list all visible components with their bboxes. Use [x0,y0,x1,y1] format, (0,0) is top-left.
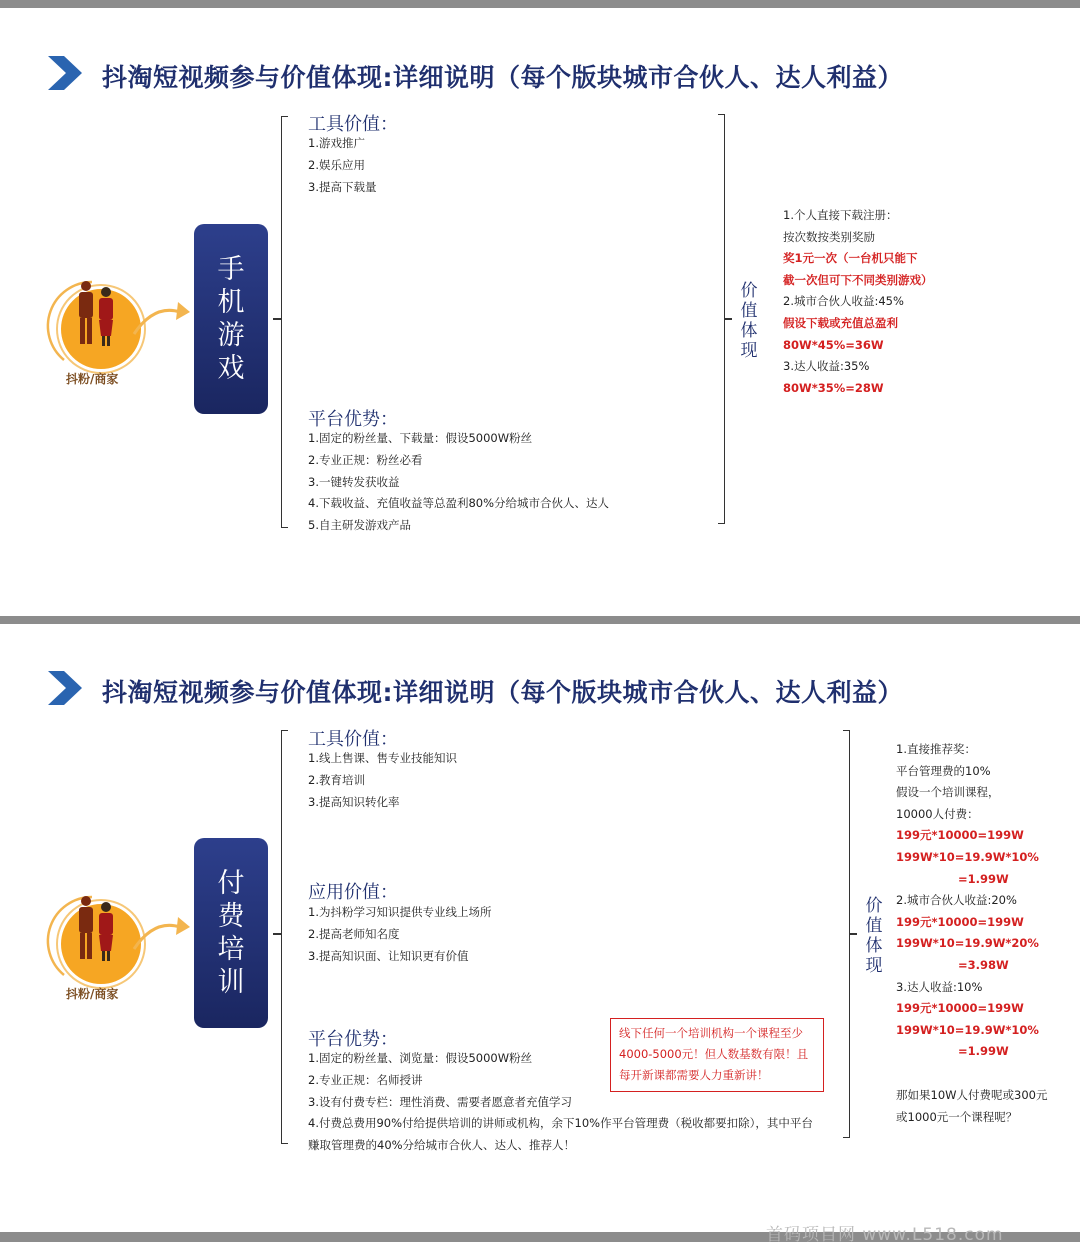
list-item: 4.付费总费用90%付给提供培训的讲师或机构，余下10%作平台管理费（税收都要扣除），其中平台 [308,1116,813,1131]
tool-value-heading: 工具价值： [308,729,398,750]
list-item: 3.设有付费专栏：理性消费、需要者愿意者充值学习 [308,1094,572,1109]
income-line: 80W*35%=28W [783,380,884,395]
list-item: 2.专业正规：粉丝必看 [308,452,423,467]
box-char: 手 [217,254,245,285]
income-line: =1.99W [958,1044,1009,1059]
income-line: 199W*10=19.9W*10% [896,1022,1039,1037]
income-line: 199元*10000=199W [896,828,1024,843]
bracket-tick [849,933,857,935]
curved-arrow-icon [128,290,192,340]
tool-value-heading: 工具价值： [308,114,398,135]
left-bracket [281,730,288,1144]
income-line: 3.达人收益:35% [783,359,870,374]
chevron-right-icon [48,671,82,705]
box-char: 培 [217,934,245,965]
list-item: 2.提高老师知名度 [308,926,400,941]
income-line: 按次数按类别奖励 [783,229,875,244]
curved-arrow-icon [128,905,192,955]
income-line: 3.达人收益:10% [896,979,983,994]
page-title: 抖淘短视频参与价值体现:详细说明（每个版块城市合伙人、达人利益） [102,678,904,707]
income-line: =3.98W [958,957,1009,972]
tool-value-list [308,133,376,198]
income-line: 199元*10000=199W [896,914,1024,929]
box-char: 付 [217,868,245,899]
income-line: 假设下载或充值总盈利 [783,315,898,330]
top-divider-bar [0,0,1080,8]
page-title: 抖淘短视频参与价值体现:详细说明（每个版块城市合伙人、达人利益） [102,63,904,92]
income-line: 199元*10000=199W [896,1001,1024,1016]
note-line: 线下任何一个培训机构一个课程至少 [619,1026,803,1040]
income-line: 假设一个培训课程， [896,785,1000,800]
income-line: 1.个人直接下载注册： [783,208,898,222]
bracket-tick [273,318,281,320]
list-item: 2.教育培训 [308,772,365,787]
note-line: 每开新课都需要人力重新讲！ [619,1068,769,1082]
list-item: 1.为抖粉学习知识提供专业线上场所 [308,905,492,919]
bracket-tick [273,933,281,935]
platform-advantage-heading: 平台优势： [308,409,398,430]
income-line: 2.城市合伙人收益:20% [896,893,1017,908]
income-line: 奖1元一次（一台机只能下 [783,251,918,266]
income-line: 1.直接推荐奖： [896,742,976,756]
box-char: 机 [217,287,245,318]
list-item: 5.自主研发游戏产品 [308,518,411,533]
user-type-label: 抖粉/商家 [66,987,119,1001]
list-item: 1.游戏推广 [308,136,365,150]
income-line: 80W*45%=36W [783,337,884,352]
chevron-right-icon [48,56,82,90]
note-line: 4000-5000元！但人数基数有限！且 [619,1047,809,1061]
value-label-vertical: 价值体现 [740,281,758,361]
list-item: 1.固定的粉丝量、浏览量：假设5000W粉丝 [308,1051,533,1065]
list-item: 1.线上售课、售专业技能知识 [308,751,457,765]
watermark: 首码项目网 www.L518.com [766,1225,1004,1245]
application-value-list [308,902,491,967]
income-line: 10000人付费： [896,806,979,821]
businesspeople-icon [70,278,130,348]
list-item: 3.提高知识转化率 [308,794,400,809]
value-label-vertical: 价值体现 [865,896,883,976]
income-line: 截一次但可下不同类别游戏） [783,272,933,287]
platform-advantage-heading: 平台优势： [308,1029,398,1050]
list-item: 赚取管理费的40%分给城市合伙人、达人、推荐人！ [308,1138,576,1153]
businesspeople-icon [70,893,130,963]
user-type-label: 抖粉/商家 [66,372,119,386]
box-char: 戏 [217,353,245,384]
section-divider-bar [0,616,1080,624]
income-details [783,205,933,399]
category-box-mobile-game [194,224,268,414]
application-value-heading: 应用价值： [308,882,398,903]
category-box-paid-training [194,838,268,1028]
list-item: 3.一键转发获收益 [308,474,400,489]
left-bracket [281,116,288,528]
box-char: 游 [217,320,245,351]
list-item: 4.下载收益、充值收益等总盈利80%分给城市合伙人、达人 [308,496,610,511]
income-line: =1.99W [958,871,1009,886]
income-line: 2.城市合伙人收益:45% [783,294,904,309]
offline-training-note [610,1018,824,1092]
list-item: 3.提高下载量 [308,179,377,194]
list-item: 2.专业正规：名师授讲 [308,1072,423,1087]
list-item: 2.娱乐应用 [308,157,365,172]
list-item: 1.固定的粉丝量、下载量：假设5000W粉丝 [308,431,533,445]
box-char: 费 [217,901,245,932]
box-char: 训 [217,967,245,998]
income-line: 199W*10=19.9W*20% [896,936,1039,951]
bracket-tick [724,318,732,320]
question-line: 那如果10W人付费呢或300元 [896,1088,1048,1102]
income-line: 平台管理费的10% [896,763,991,778]
list-item: 3.提高知识面、让知识更有价值 [308,948,469,963]
income-line: 199W*10=19.9W*10% [896,849,1039,864]
tool-value-list [308,748,457,813]
question-line: 或1000元一个课程呢？ [896,1109,1018,1124]
income-details [896,739,1039,1063]
closing-question [896,1085,1047,1128]
platform-advantage-list [308,428,609,537]
